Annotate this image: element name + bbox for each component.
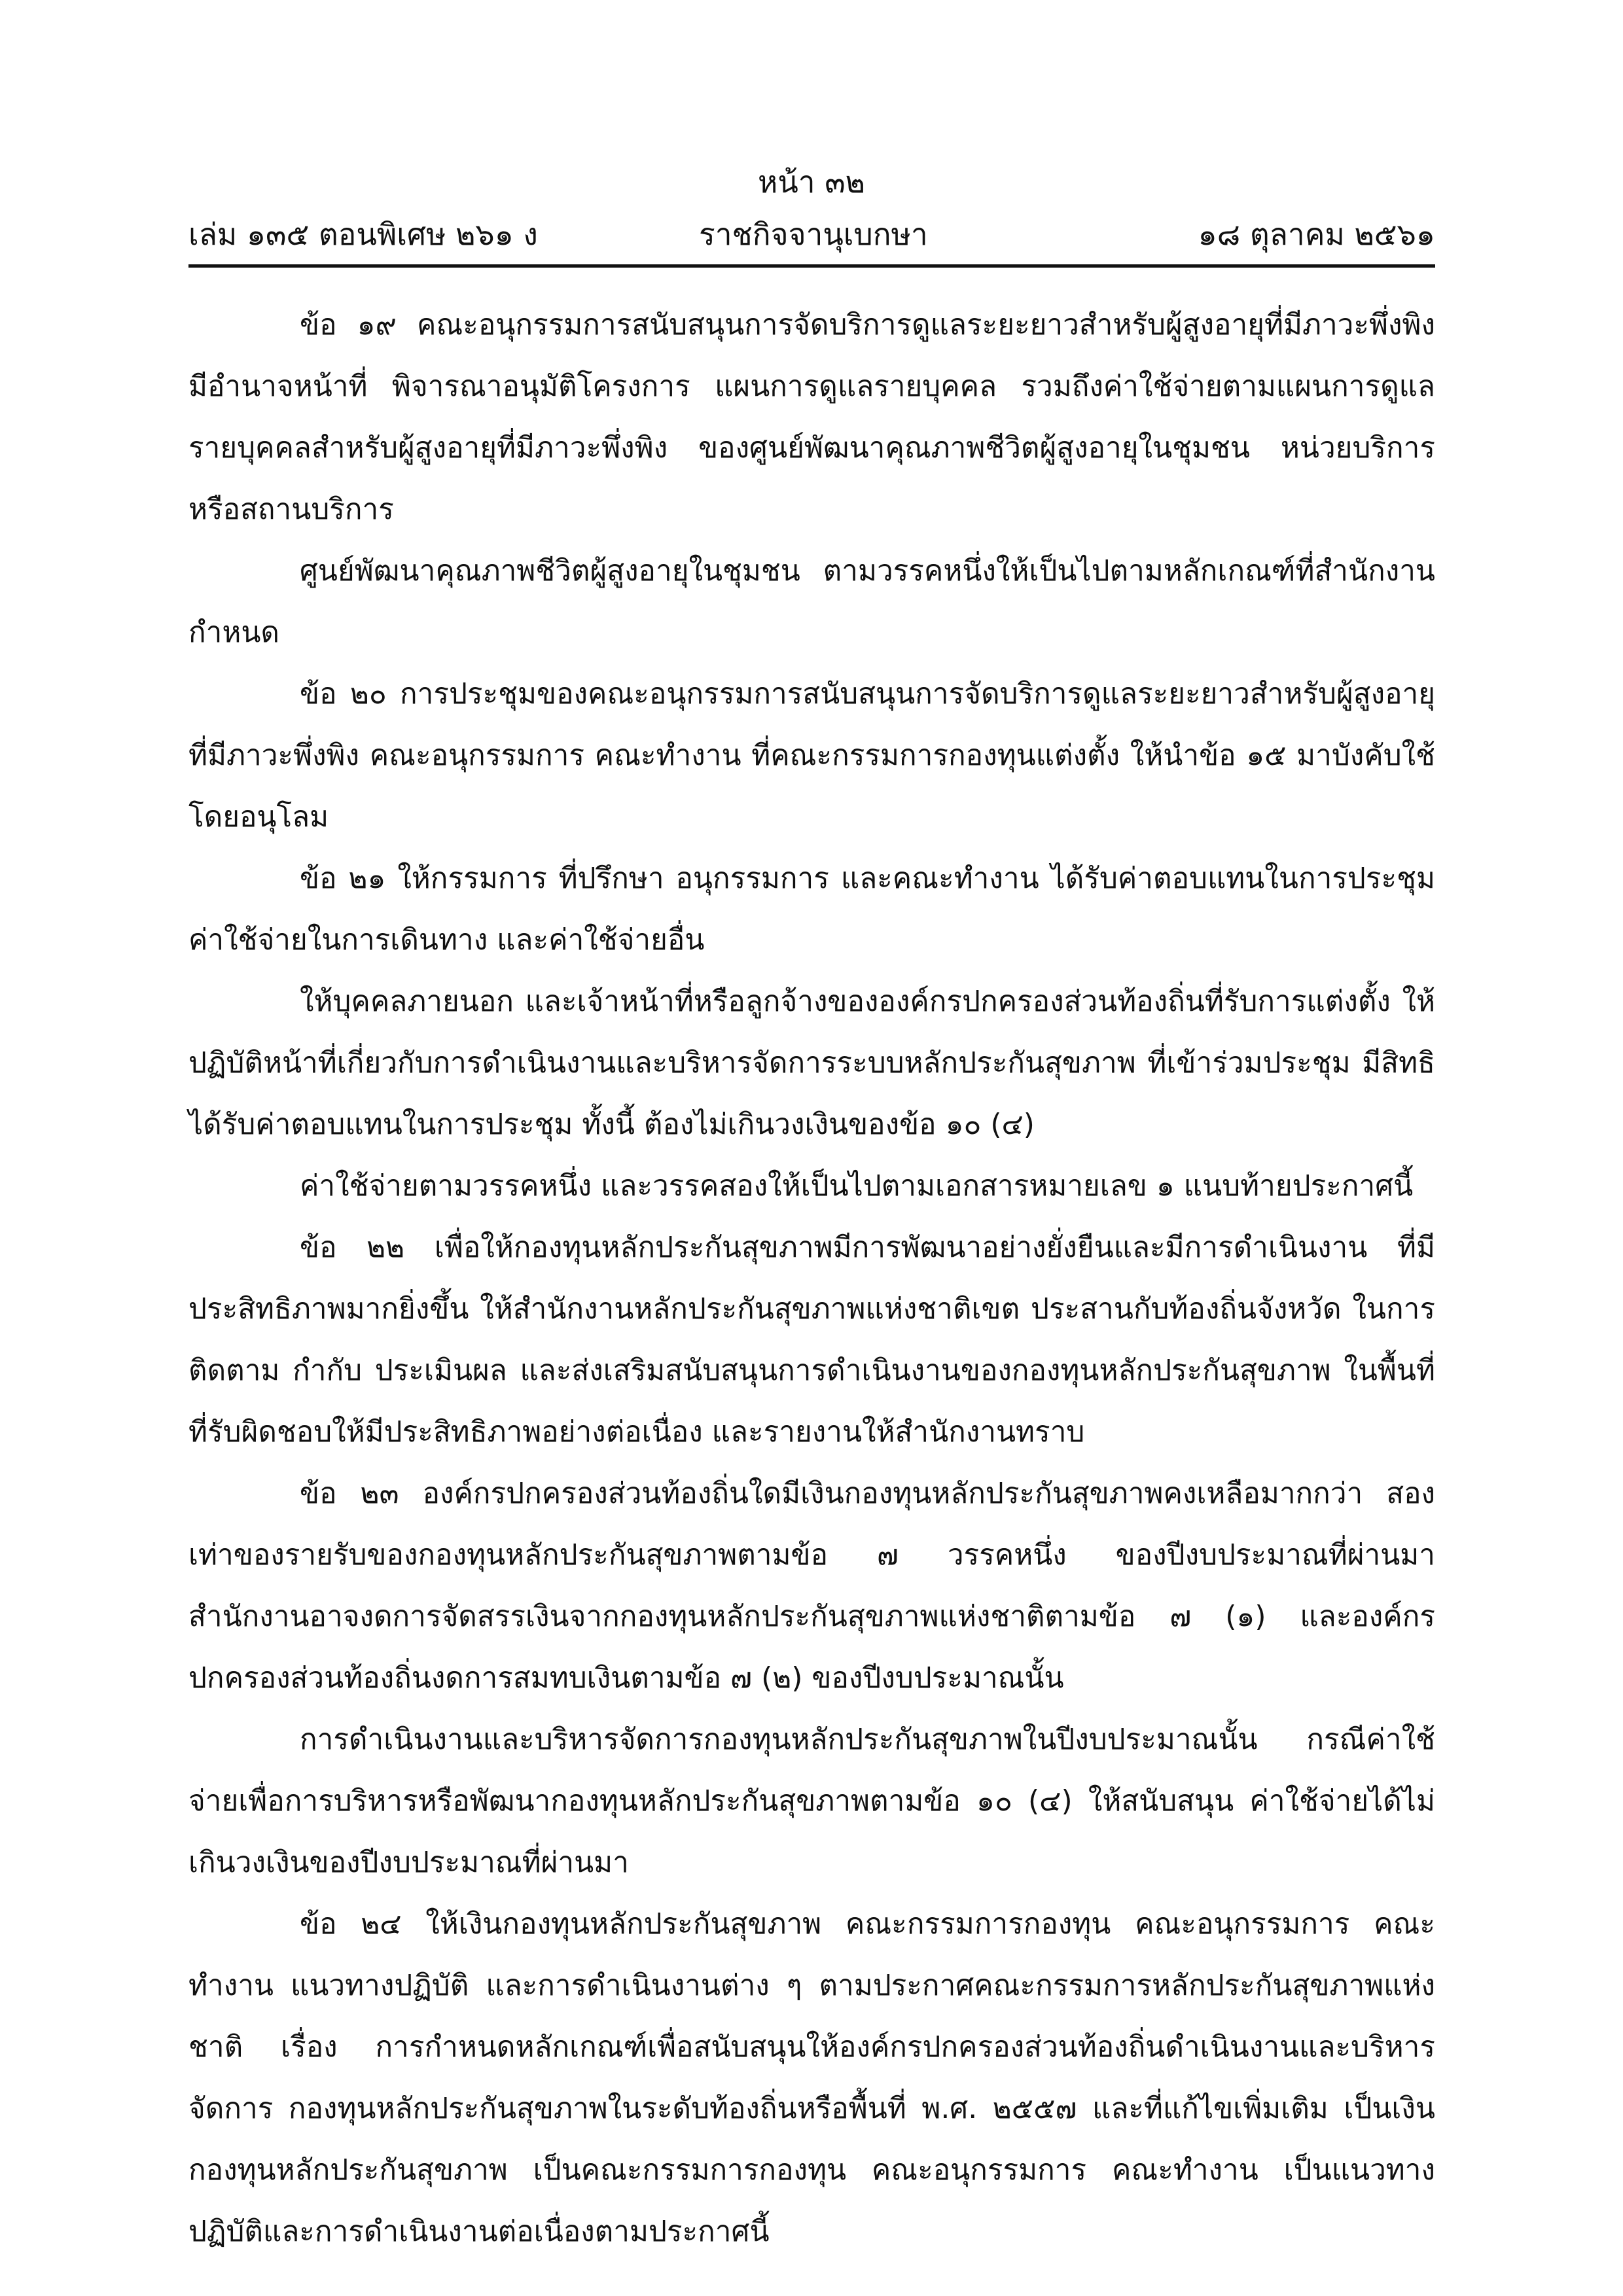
- header-divider: [188, 264, 1435, 268]
- paragraph-clause-19-center: ศูนย์พัฒนาคุณภาพชีวิตผู้สูงอายุในชุมชน ตามวรรคหนึ่งให้เป็นไปตามหลักเกณฑ์ที่สำนักงานกำหนด: [188, 554, 1435, 649]
- paragraph-clause-23-management: การดำเนินงานและบริหารจัดการกองทุนหลักประกันสุขภาพในปีงบประมาณนั้น กรณีค่าใช้จ่ายเพื่อการบริหารหรือพัฒนากองทุนหลักประกันสุขภาพตามข้อ ๑๐ (๔) ให้สนับสนุน ค่าใช้จ่ายได้ไม่เกินวงเงินของปีงบประมาณที่ผ่านมา: [188, 1723, 1435, 1879]
- paragraph-clause-23: ข้อ ๒๓ องค์กรปกครองส่วนท้องถิ่นใดมีเงินกองทุนหลักประกันสุขภาพคงเหลือมากกว่า สองเท่าของรายรับของกองทุนหลักประกันสุขภาพตามข้อ ๗ วรรคหนึ่ง ของปีงบประมาณที่ผ่านมา สำนักงานอาจงดการจัดสรรเงินจากกองทุนหลักประกันสุขภาพแห่งชาติตามข้อ ๗ (๑) และองค์กรปกครองส่วนท้องถิ่นงดการสมทบเงินตามข้อ ๗ (๒) ของปีงบประมาณนั้น: [188, 1477, 1436, 1695]
- volume-issue: เล่ม ๑๓๕ ตอนพิเศษ ๒๖๑ ง: [188, 217, 538, 252]
- paragraph-clause-22: ข้อ ๒๒ เพื่อให้กองทุนหลักประกันสุขภาพมีการพัฒนาอย่างยั่งยืนและมีการดำเนินงาน ที่มีประสิทธิภาพมากยิ่งขึ้น ให้สำนักงานหลักประกันสุขภาพแห่งชาติเขต ประสานกับท้องถิ่นจังหวัด ในการติดตาม กำกับ ประเมินผล และส่งเสริมสนับสนุนการดำเนินงานของกองทุนหลักประกันสุขภาพ ในพื้นที่ที่รับผิดชอบให้มีประสิทธิภาพอย่างต่อเนื่อง และรายงานให้สำนักงานทราบ: [188, 1231, 1435, 1449]
- paragraph-clause-19: ข้อ ๑๙ คณะอนุกรรมการสนับสนุนการจัดบริการดูแลระยะยาวสำหรับผู้สูงอายุที่มีภาวะพึ่งพิง มีอำนาจหน้าที่ พิจารณาอนุมัติโครงการ แผนการดูแลรายบุคคล รวมถึงค่าใช้จ่ายตามแผนการดูแลรายบุคคลสำหรับผู้สูงอายุที่มีภาวะพึ่งพิง ของศูนย์พัฒนาคุณภาพชีวิตผู้สูงอายุในชุมชน หน่วยบริการ หรือสถานบริการ: [188, 308, 1435, 526]
- paragraph-clause-21-expenses: ค่าใช้จ่ายตามวรรคหนึ่ง และวรรคสองให้เป็นไปตามเอกสารหมายเลข ๑ แนบท้ายประกาศนี้: [300, 1169, 1414, 1203]
- paragraph-clause-21: ข้อ ๒๑ ให้กรรมการ ที่ปรึกษา อนุกรรมการ และคณะทำงาน ได้รับค่าตอบแทนในการประชุม ค่าใช้จ่ายในการเดินทาง และค่าใช้จ่ายอื่น: [188, 862, 1435, 957]
- gazette-title: ราชกิจจานุเบกษา: [699, 217, 928, 252]
- document-body: [188, 294, 1435, 2263]
- paragraph-clause-24: ข้อ ๒๔ ให้เงินกองทุนหลักประกันสุขภาพ คณะกรรมการกองทุน คณะอนุกรรมการ คณะทำงาน แนวทางปฏิบัติ และการดำเนินงานต่าง ๆ ตามประกาศคณะกรรมการหลักประกันสุขภาพแห่งชาติ เรื่อง การกำหนดหลักเกณฑ์เพื่อสนับสนุนให้องค์กรปกครองส่วนท้องถิ่นดำเนินงานและบริหารจัดการ กองทุนหลักประกันสุขภาพในระดับท้องถิ่นหรือพื้นที่ พ.ศ. ๒๕๕๗ และที่แก้ไขเพิ่มเติม เป็นเงินกองทุนหลักประกันสุขภาพ เป็นคณะกรรมการกองทุน คณะอนุกรรมการ คณะทำงาน เป็นแนวทางปฏิบัติและการดำเนินงานต่อเนื่องตามประกาศนี้: [188, 1907, 1435, 2248]
- page-number: หน้า ๓๒: [758, 164, 865, 200]
- paragraph-clause-20: ข้อ ๒๐ การประชุมของคณะอนุกรรมการสนับสนุนการจัดบริการดูแลระยะยาวสำหรับผู้สูงอายุที่มีภาวะพึ่งพิง คณะอนุกรรมการ คณะทำงาน ที่คณะกรรมการกองทุนแต่งตั้ง ให้นำข้อ ๑๕ มาบังคับใช้โดยอนุโลม: [188, 677, 1435, 834]
- publication-date: ๑๘ ตุลาคม ๒๕๖๑: [1198, 217, 1435, 252]
- gazette-header: [188, 213, 1435, 256]
- paragraph-clause-21-outsiders: ให้บุคคลภายนอก และเจ้าหน้าที่หรือลูกจ้างขององค์กรปกครองส่วนท้องถิ่นที่รับการแต่งตั้ง ให้ปฏิบัติหน้าที่เกี่ยวกับการดำเนินงานและบริหารจัดการระบบหลักประกันสุขภาพ ที่เข้าร่วมประชุม มีสิทธิได้รับค่าตอบแทนในการประชุม ทั้งนี้ ต้องไม่เกินวงเงินของข้อ ๑๐ (๔): [188, 985, 1435, 1141]
